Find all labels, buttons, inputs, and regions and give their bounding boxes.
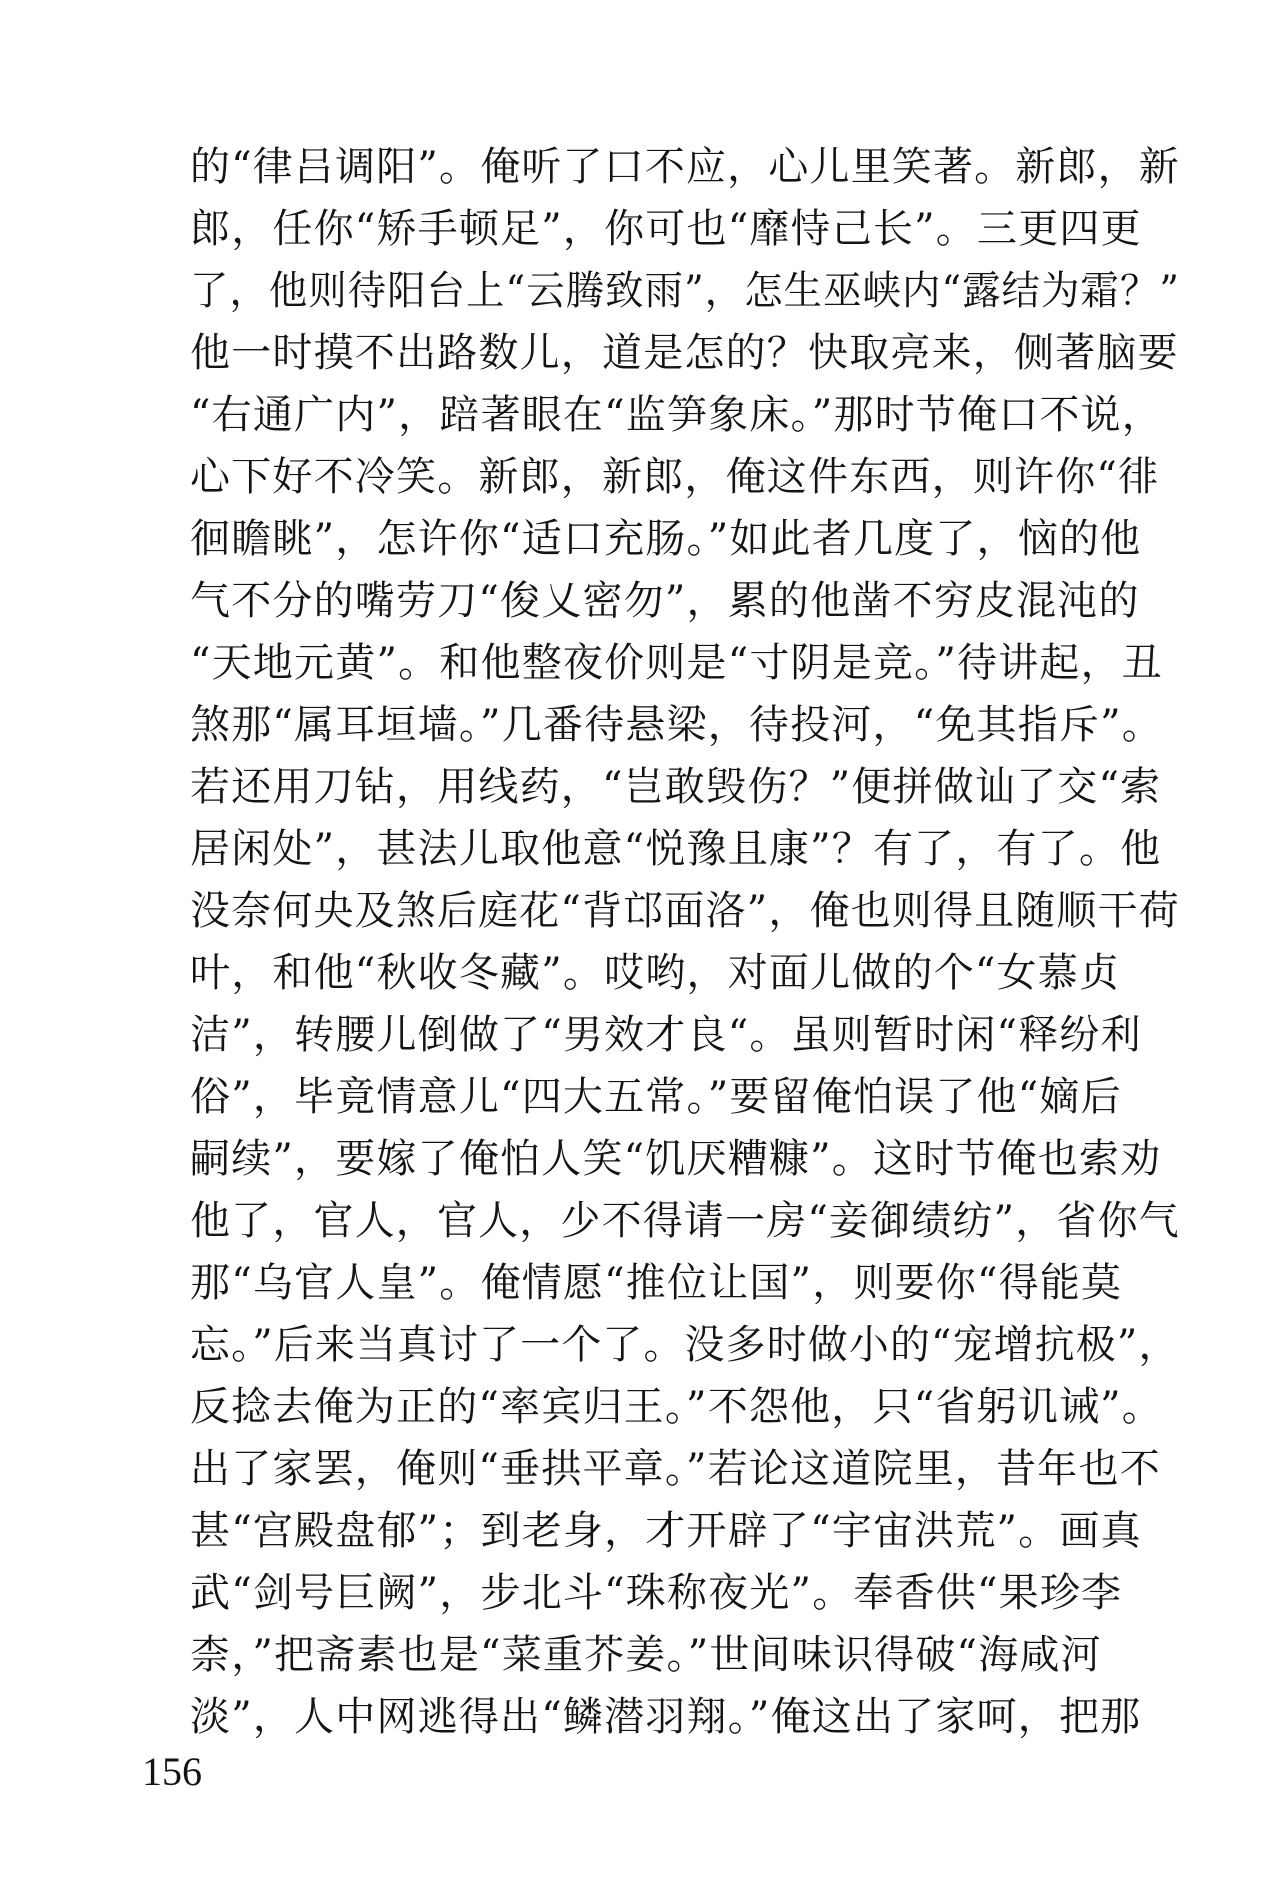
text-line: 气不分的嘴劳刀“俊乂密勿”，累的他凿不穷皮混沌的 [190,578,1140,624]
text-line: 的“律吕调阳”。俺听了口不应，心儿里笑著。新郎，新 [190,144,1180,190]
text-line: 洁”，转腰儿倒做了“男效才良“。虽则暂时闲“释纷利 [190,1012,1142,1058]
text-line: 嗣续”，要嫁了俺怕人笑“饥厌糟糠”。这时节俺也索劝 [190,1136,1162,1182]
text-line: 甚“宫殿盘郁”；到老身，才开辟了“宇宙洪荒”。画真 [190,1508,1142,1554]
text-line: 出了家罢，俺则“垂拱平章。”若论这道院里，昔年也不 [190,1446,1161,1492]
text-line: 郎，任你“矫手顿足”，你可也“靡恃己长”。三更四更 [190,206,1142,252]
text-line: 俗”，毕竟情意儿“四大五常。”要留俺怕误了他“嫡后 [190,1074,1122,1120]
text-line: 心下好不冷笑。新郎，新郎，俺这件东西，则许你“徘 [190,454,1160,500]
text-line: 了，他则待阳台上“云腾致雨”，怎生巫峡内“露结为霜？” [190,268,1181,314]
text-line: 柰，”把斋素也是“菜重芥姜。”世间味识得破“海咸河 [190,1632,1102,1678]
text-line: 反捻去俺为正的“率宾归王。”不怨他，只“省躬讥诫”。 [190,1384,1163,1430]
text-line: 武“剑号巨阙”，步北斗“珠称夜光”。奉香供“果珍李 [190,1570,1123,1616]
text-line: 煞那“属耳垣墙。”几番待悬梁，待投河，“免其指斥”。 [190,702,1163,748]
text-line: 居闲处”，甚法儿取他意“悦豫且康”？有了，有了。他 [190,826,1162,872]
text-line: 没奈何央及煞后庭花“背邙面洛”，俺也则得且随顺干荷 [190,888,1180,934]
text-line: 叶，和他“秋收冬藏”。哎哟，对面儿做的个“女慕贞 [190,950,1121,996]
text-line: 他一时摸不出路数儿，道是怎的？快取亮来，侧著脑要 [190,330,1179,376]
text-line: “天地元黄”。和他整夜价则是“寸阴是竞。”待讲起，丑 [190,640,1163,686]
text-line: 若还用刀钻，用线药，“岂敢毁伤？”便拼做讪了交“索 [190,764,1162,810]
text-line: “右通广内”，踣著眼在“监笋象床。”那时节俺口不说， [190,392,1163,438]
body-text [190,136,1180,1748]
text-line: 徊瞻眺”，怎许你“适口充肠。”如此者几度了，恼的他 [190,516,1142,562]
page-number: 156 [142,1749,202,1794]
text-line: 淡”，人中网逃得出“鳞潜羽翔。”俺这出了家呵，把那 [190,1694,1142,1740]
text-line: 那“乌官人皇”。俺情愿“推位让国”，则要你“得能莫 [190,1260,1123,1306]
text-line: 忘。”后来当真讨了一个了。没多时做小的“宠增抗极”， [190,1322,1180,1368]
text-line: 他了，官人，官人，少不得请一房“妾御绩纺”，省你气 [190,1198,1180,1244]
